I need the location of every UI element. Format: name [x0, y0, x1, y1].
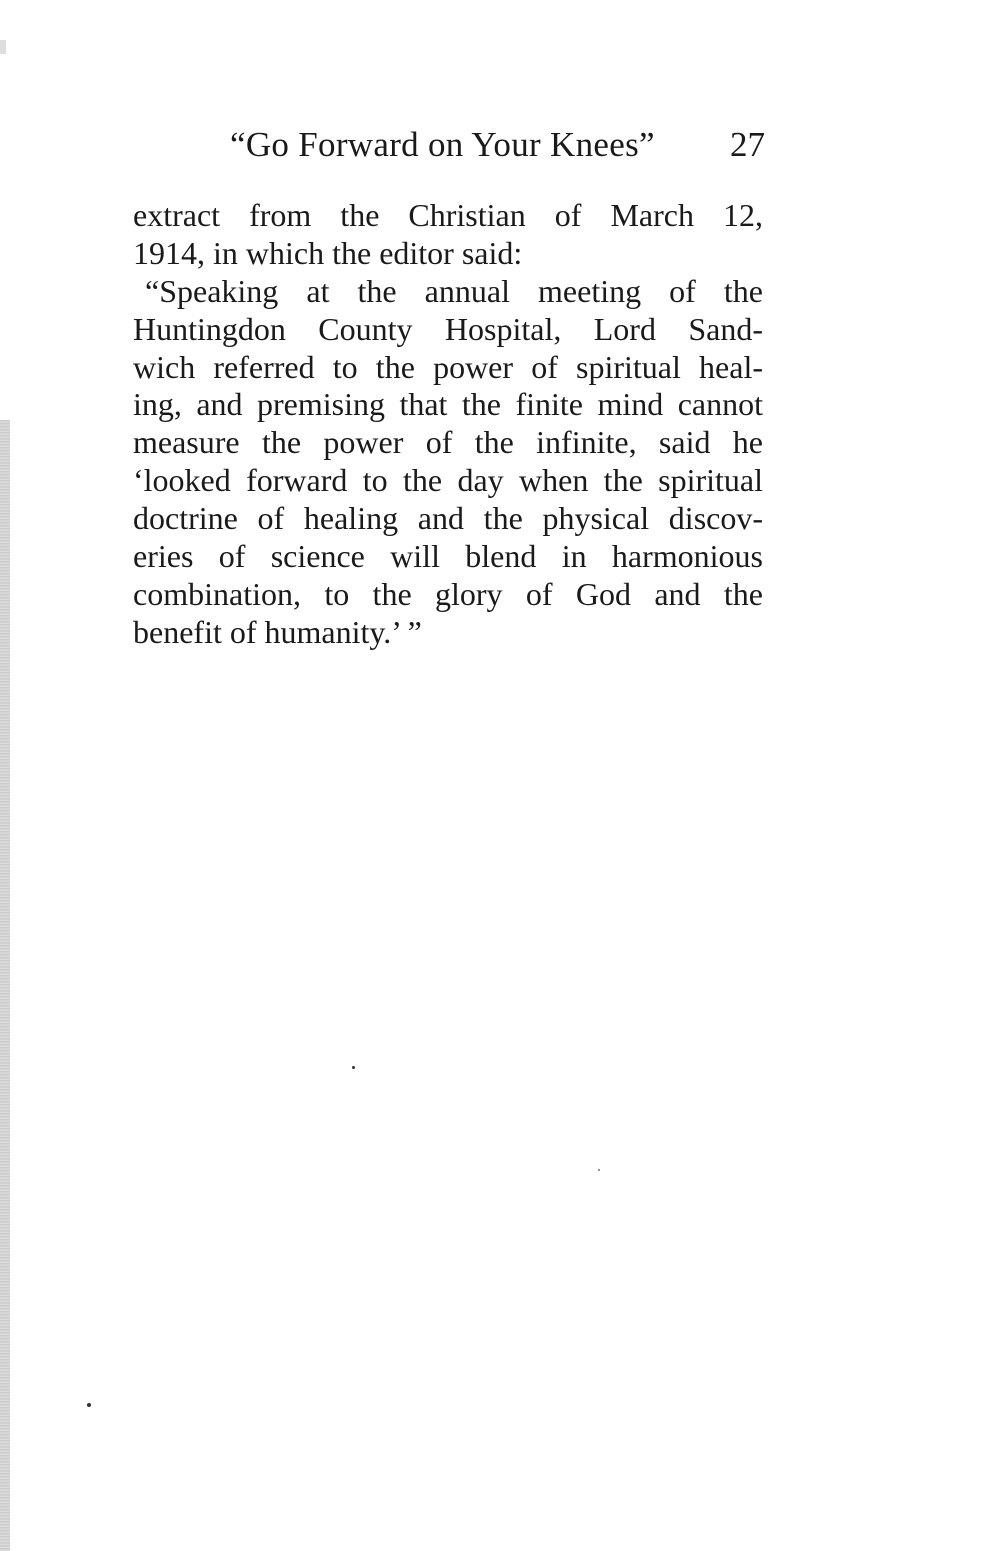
body-text	[133, 197, 763, 652]
ink-speck	[352, 1066, 355, 1069]
scan-mark	[0, 40, 6, 54]
text-line: ing, and premising that the finite mind cannot	[133, 386, 763, 423]
text-line: 1914, in which the editor said:	[133, 234, 523, 271]
ink-speck	[598, 1169, 600, 1171]
running-title: “Go Forward on Your Knees”	[230, 125, 655, 164]
scan-edge-shadow	[0, 420, 10, 1551]
text-line: ‘looked forward to the day when the spiritual	[133, 462, 763, 499]
text-line: combination, to the glory of God and the	[133, 575, 763, 612]
text-line: Huntingdon County Hospital, Lord Sand-	[133, 310, 763, 347]
text-line: benefit of humanity.’ ”	[133, 613, 422, 650]
page-number: 27	[730, 125, 765, 164]
text-line: wich referred to the power of spiritual heal-	[133, 348, 763, 385]
text-line: doctrine of healing and the physical discov-	[133, 500, 763, 537]
ink-speck	[87, 1403, 91, 1407]
text-line: extract from the Christian of March 12,	[133, 197, 763, 233]
text-line: eries of science will blend in harmonious	[133, 538, 763, 575]
text-line: “Speaking at the annual meeting of the	[145, 272, 763, 309]
running-head	[230, 120, 765, 170]
text-line: measure the power of the infinite, said he	[133, 424, 763, 461]
